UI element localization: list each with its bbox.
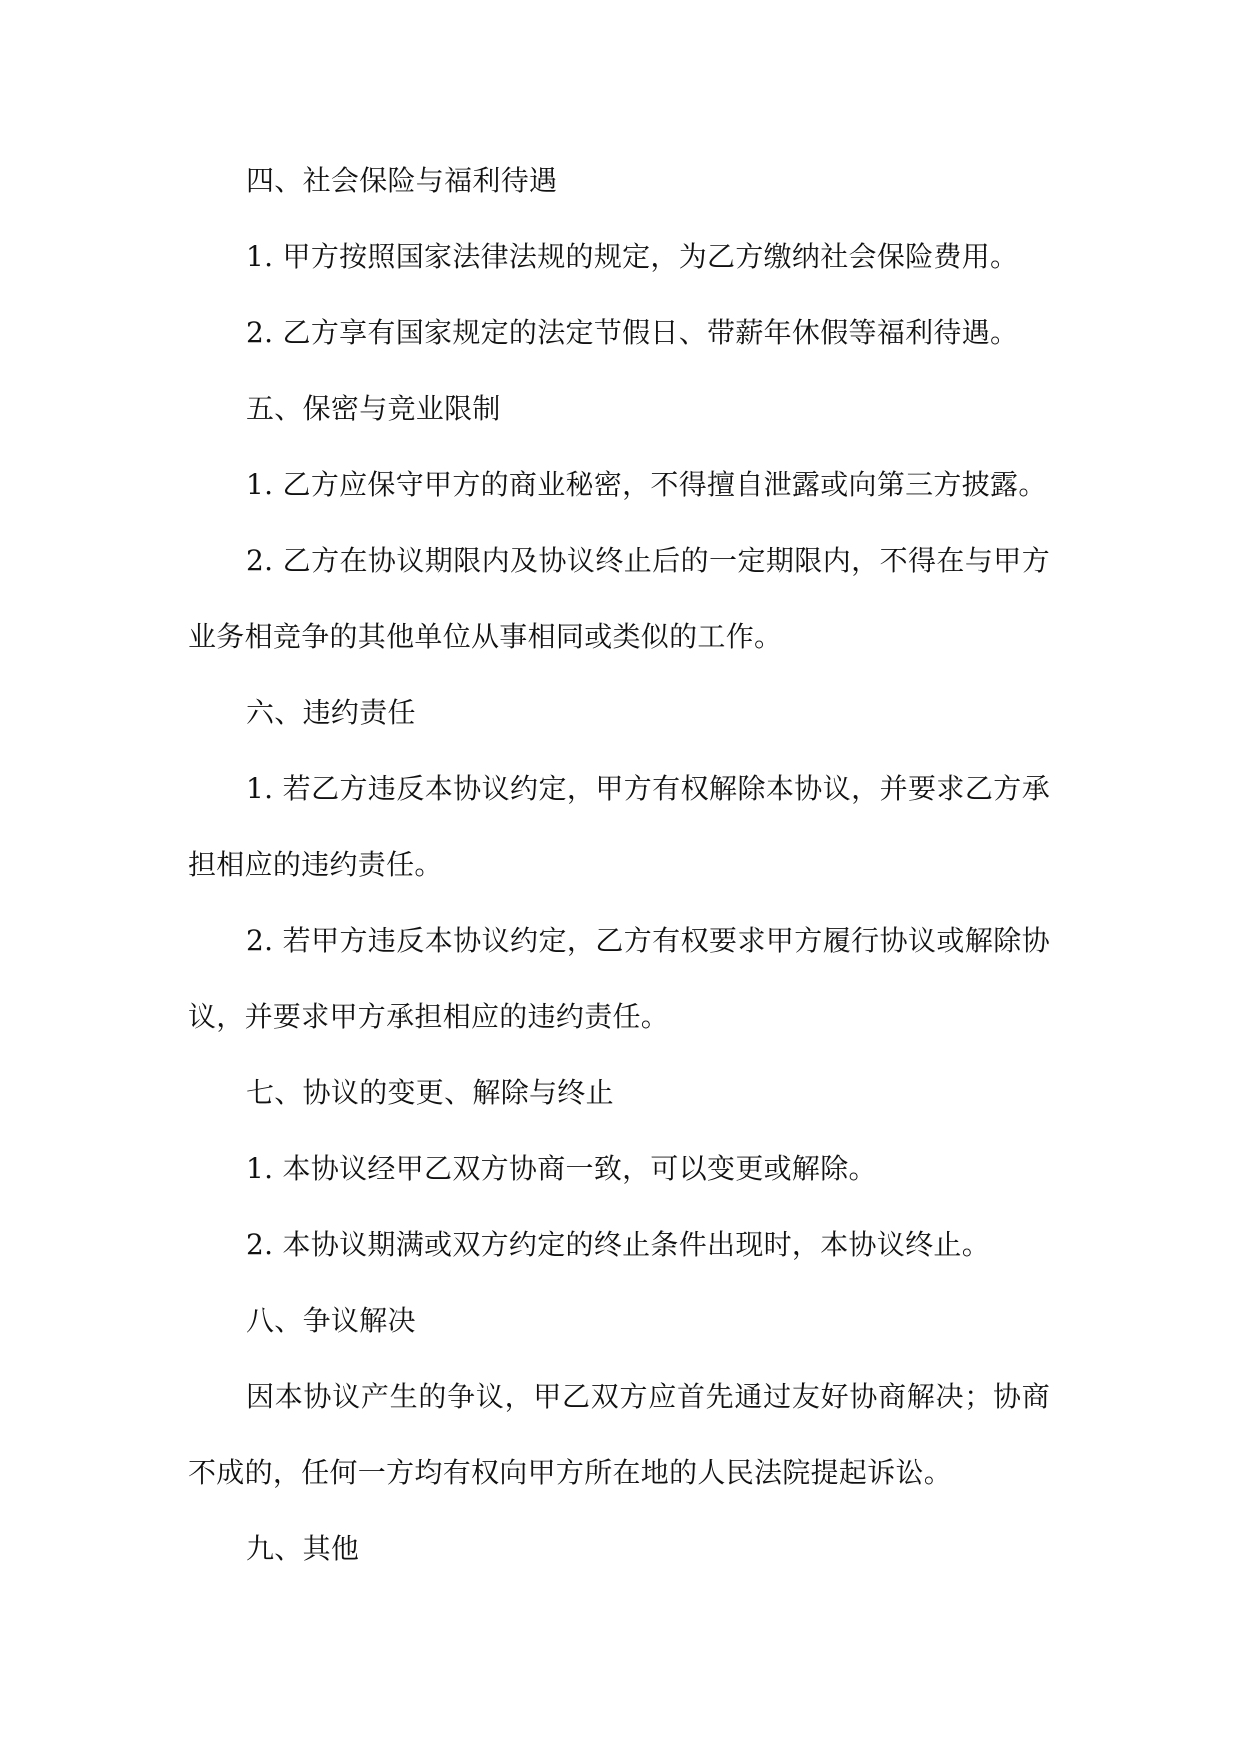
clause-modification-1: 1. 本协议经甲乙双方协商一致，可以变更或解除。 — [246, 1152, 877, 1185]
clause-modification-2: 2. 本协议期满或双方约定的终止条件出现时，本协议终止。 — [246, 1228, 991, 1261]
clause-social-insurance-2: 2. 乙方享有国家规定的法定节假日、带薪年休假等福利待遇。 — [246, 316, 1019, 349]
section-heading-confidentiality: 五、保密与竞业限制 — [246, 392, 501, 425]
clause-liability-2: 2. 若甲方违反本协议约定，乙方有权要求甲方履行协议或解除协议，并要求甲方承担相应的违约责任。 — [188, 924, 1050, 1033]
clause-dispute-body: 因本协议产生的争议，甲乙双方应首先通过友好协商解决；协商不成的，任何一方均有权向甲方所在地的人民法院提起诉讼。 — [188, 1380, 1050, 1489]
clause-confidentiality-1: 1. 乙方应保守甲方的商业秘密，不得擅自泄露或向第三方披露。 — [246, 468, 1047, 501]
clause-confidentiality-2: 2. 乙方在协议期限内及协议终止后的一定期限内，不得在与甲方业务相竞争的其他单位从事相同或类似的工作。 — [188, 544, 1050, 653]
section-heading-dispute: 八、争议解决 — [246, 1304, 416, 1337]
section-heading-other: 九、其他 — [246, 1532, 360, 1565]
section-heading-liability: 六、违约责任 — [246, 696, 416, 729]
clause-liability-1: 1. 若乙方违反本协议约定，甲方有权解除本协议，并要求乙方承担相应的违约责任。 — [188, 772, 1050, 881]
section-heading-modification: 七、协议的变更、解除与终止 — [246, 1076, 614, 1109]
document-body — [188, 143, 1050, 1587]
clause-social-insurance-1: 1. 甲方按照国家法律法规的规定，为乙方缴纳社会保险费用。 — [246, 240, 1019, 273]
section-heading-social-insurance: 四、社会保险与福利待遇 — [246, 164, 558, 197]
